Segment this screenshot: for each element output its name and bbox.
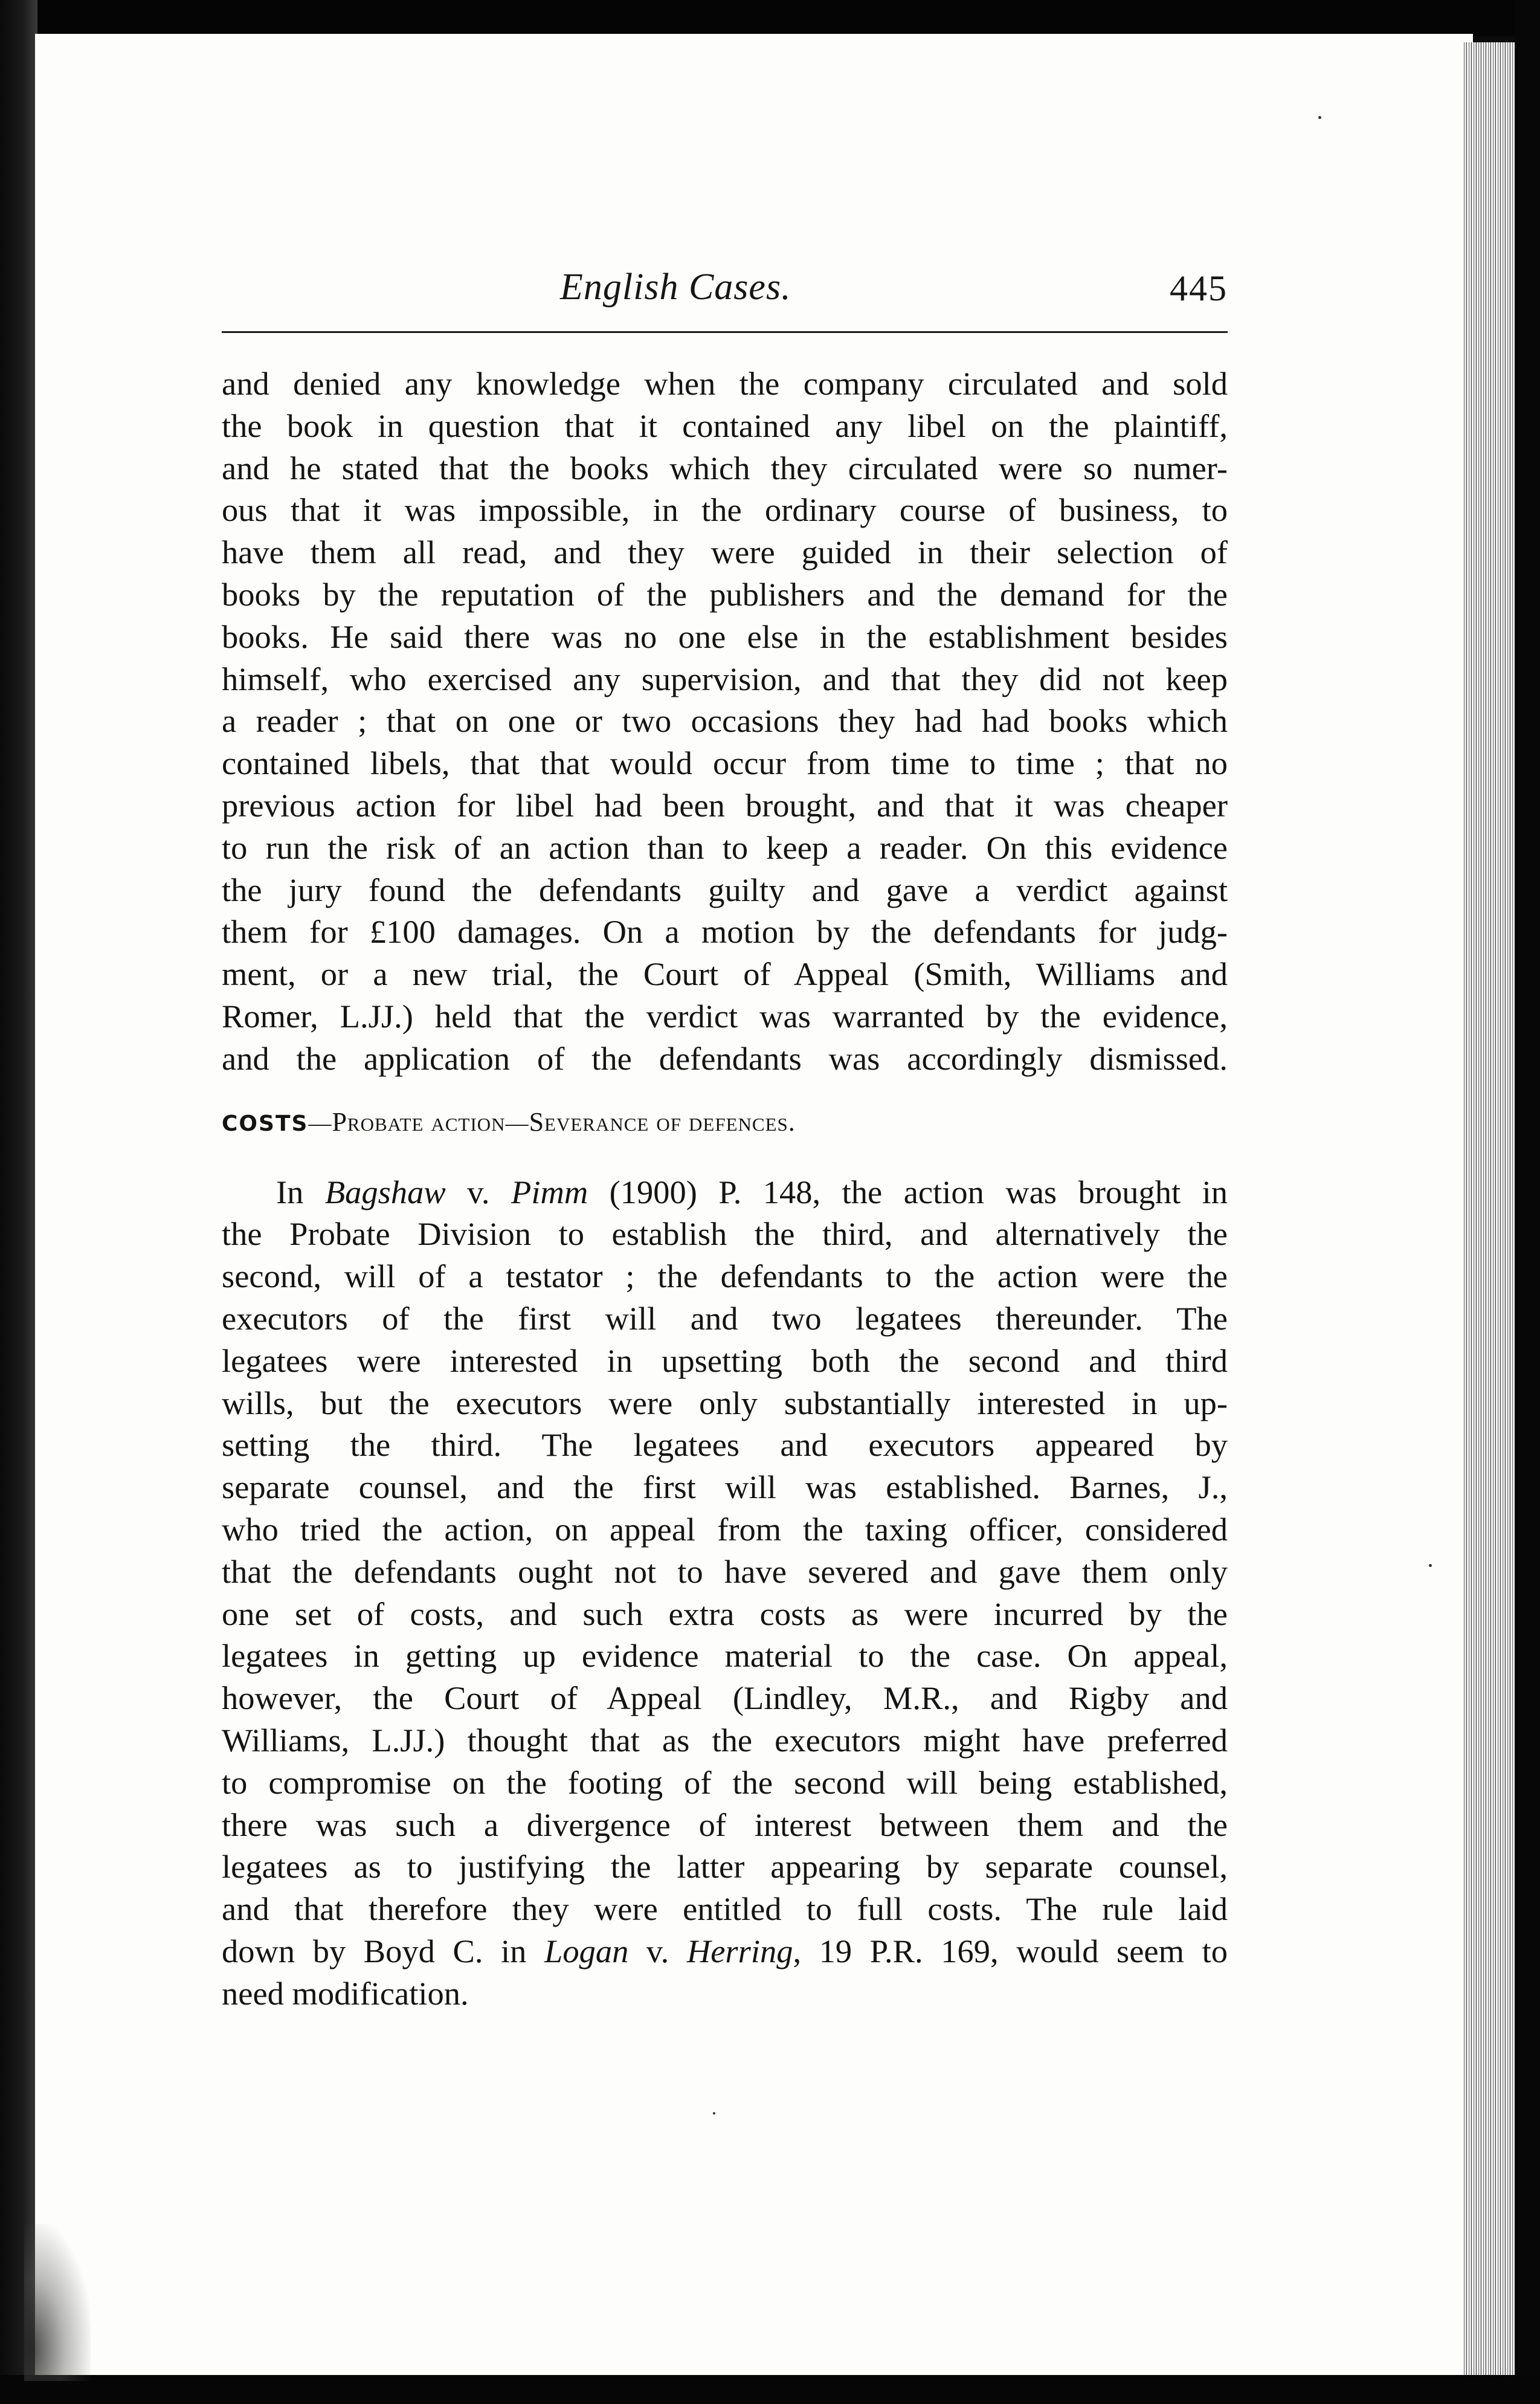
text-line: them for £100 damages. On a motion by the defendants for judg- xyxy=(222,913,1228,951)
text-fragment: v. xyxy=(628,1932,687,1969)
text-line: second, will of a testator ; the defendants to the action were the xyxy=(222,1258,1228,1295)
paragraph-libel-case xyxy=(222,363,1228,1080)
text-line: books. He said there was no one else in the establishment besides xyxy=(222,618,1228,655)
text-fragment: down by Boyd C. in xyxy=(222,1932,545,1969)
text-line: legatees were interested in upsetting both the second and third xyxy=(222,1342,1228,1379)
text-line: who tried the action, on appeal from the taxing officer, considered xyxy=(222,1510,1228,1548)
header-rule xyxy=(222,331,1228,333)
text-line: ous that it was impossible, in the ordinary course of business, to xyxy=(222,491,1228,529)
text-line: previous action for libel had been brought, and that it was cheaper xyxy=(222,786,1228,824)
case-name: Herring xyxy=(686,1932,793,1969)
text-line: one set of costs, and such extra costs as were incurred by the xyxy=(222,1595,1228,1632)
text-line: and that therefore they were entitled to full costs. The rule laid xyxy=(222,1890,1228,1928)
text-fragment: (1900) P. 148, the action was brought in xyxy=(588,1173,1228,1210)
scan-border-top xyxy=(0,0,1540,36)
page-edges xyxy=(1462,42,1516,2375)
page-number: 445 xyxy=(1170,268,1228,308)
text-line: ment, or a new trial, the Court of Appeal (Smith, Williams and xyxy=(222,955,1228,993)
text-line: books by the reputation of the publishers and the demand for the xyxy=(222,575,1228,613)
text-line: have them all read, and they were guided in their selection of xyxy=(222,534,1228,571)
case-name: Pimm xyxy=(511,1173,588,1210)
speck xyxy=(1318,116,1321,119)
text-line: himself, who exercised any supervision, and that they did not keep xyxy=(222,660,1228,697)
scan-border-left xyxy=(0,0,37,2404)
text-line: wills, but the executors were only substantially interested in up- xyxy=(222,1384,1228,1421)
body-text xyxy=(222,363,1228,2014)
running-head: English Cases. xyxy=(560,267,791,308)
text-line: legatees in getting up evidence material to the case. On appeal, xyxy=(222,1637,1228,1675)
speck xyxy=(1429,1564,1432,1567)
heading-part: Probate action xyxy=(332,1107,506,1137)
text-line: separate counsel, and the first will was established. Barnes, J., xyxy=(222,1469,1228,1506)
text-line: legatees as to justifying the latter appearing by separate counsel, xyxy=(222,1848,1228,1885)
text-line: to run the risk of an action than to keep a reader. On this evidence xyxy=(222,829,1228,866)
heading-dash: — xyxy=(505,1110,529,1136)
text-line: Williams, L.JJ.) thought that as the executors might have preferred xyxy=(222,1721,1228,1759)
heading-dash: — xyxy=(308,1110,332,1136)
text-line: Romer, L.JJ.) held that the verdict was warranted by the evidence, xyxy=(222,997,1228,1035)
text-line: the book in question that it contained any libel on the plaintiff, xyxy=(222,407,1228,444)
text-fragment: In xyxy=(276,1173,325,1210)
text-line: there was such a divergence of interest between them and the xyxy=(222,1806,1228,1843)
text-line: contained libels, that that would occur from time to time ; that no xyxy=(222,745,1228,782)
text-line: need modification. xyxy=(222,1974,469,2012)
text-line: however, the Court of Appeal (Lindley, M.R., and Rigby and xyxy=(222,1679,1228,1717)
text-line: and the application of the defendants was accordingly dismissed. xyxy=(222,1039,1228,1077)
text-line xyxy=(222,1171,1228,1213)
text-line: the Probate Division to establish the third, and alternatively the xyxy=(222,1215,1228,1253)
text-line: a reader ; that on one or two occasions they had had books which xyxy=(222,702,1228,740)
scan-border-bottom xyxy=(0,2375,1540,2404)
text-line: executors of the first will and two legatees thereunder. The xyxy=(222,1299,1228,1337)
text-line: and he stated that the books which they circulated were so numer- xyxy=(222,449,1228,486)
text-line: that the defendants ought not to have severed and gave them only xyxy=(222,1553,1228,1590)
text-line: to compromise on the footing of the second will being established, xyxy=(222,1763,1228,1801)
heading-lead: COSTS xyxy=(222,1111,309,1136)
paragraph-costs-case xyxy=(222,1171,1228,2015)
case-name: Logan xyxy=(544,1932,629,1969)
text-fragment: v. xyxy=(445,1173,512,1210)
speck xyxy=(713,2112,715,2115)
text-line xyxy=(222,1930,1228,1973)
page-header xyxy=(222,266,1228,332)
text-line: and denied any knowledge when the company circulated and sold xyxy=(222,365,1228,402)
scan-border-right xyxy=(1515,0,1540,2404)
corner-smudge xyxy=(24,2224,91,2381)
text-line: setting the third. The legatees and executors appeared by xyxy=(222,1426,1228,1464)
section-heading xyxy=(222,1104,1228,1142)
case-name: Bagshaw xyxy=(324,1173,446,1210)
text-fragment: , 19 P.R. 169, would seem to xyxy=(793,1932,1228,1969)
heading-part: Severance of defences. xyxy=(529,1107,796,1137)
text-line: the jury found the defendants guilty and gave a verdict against xyxy=(222,871,1228,908)
